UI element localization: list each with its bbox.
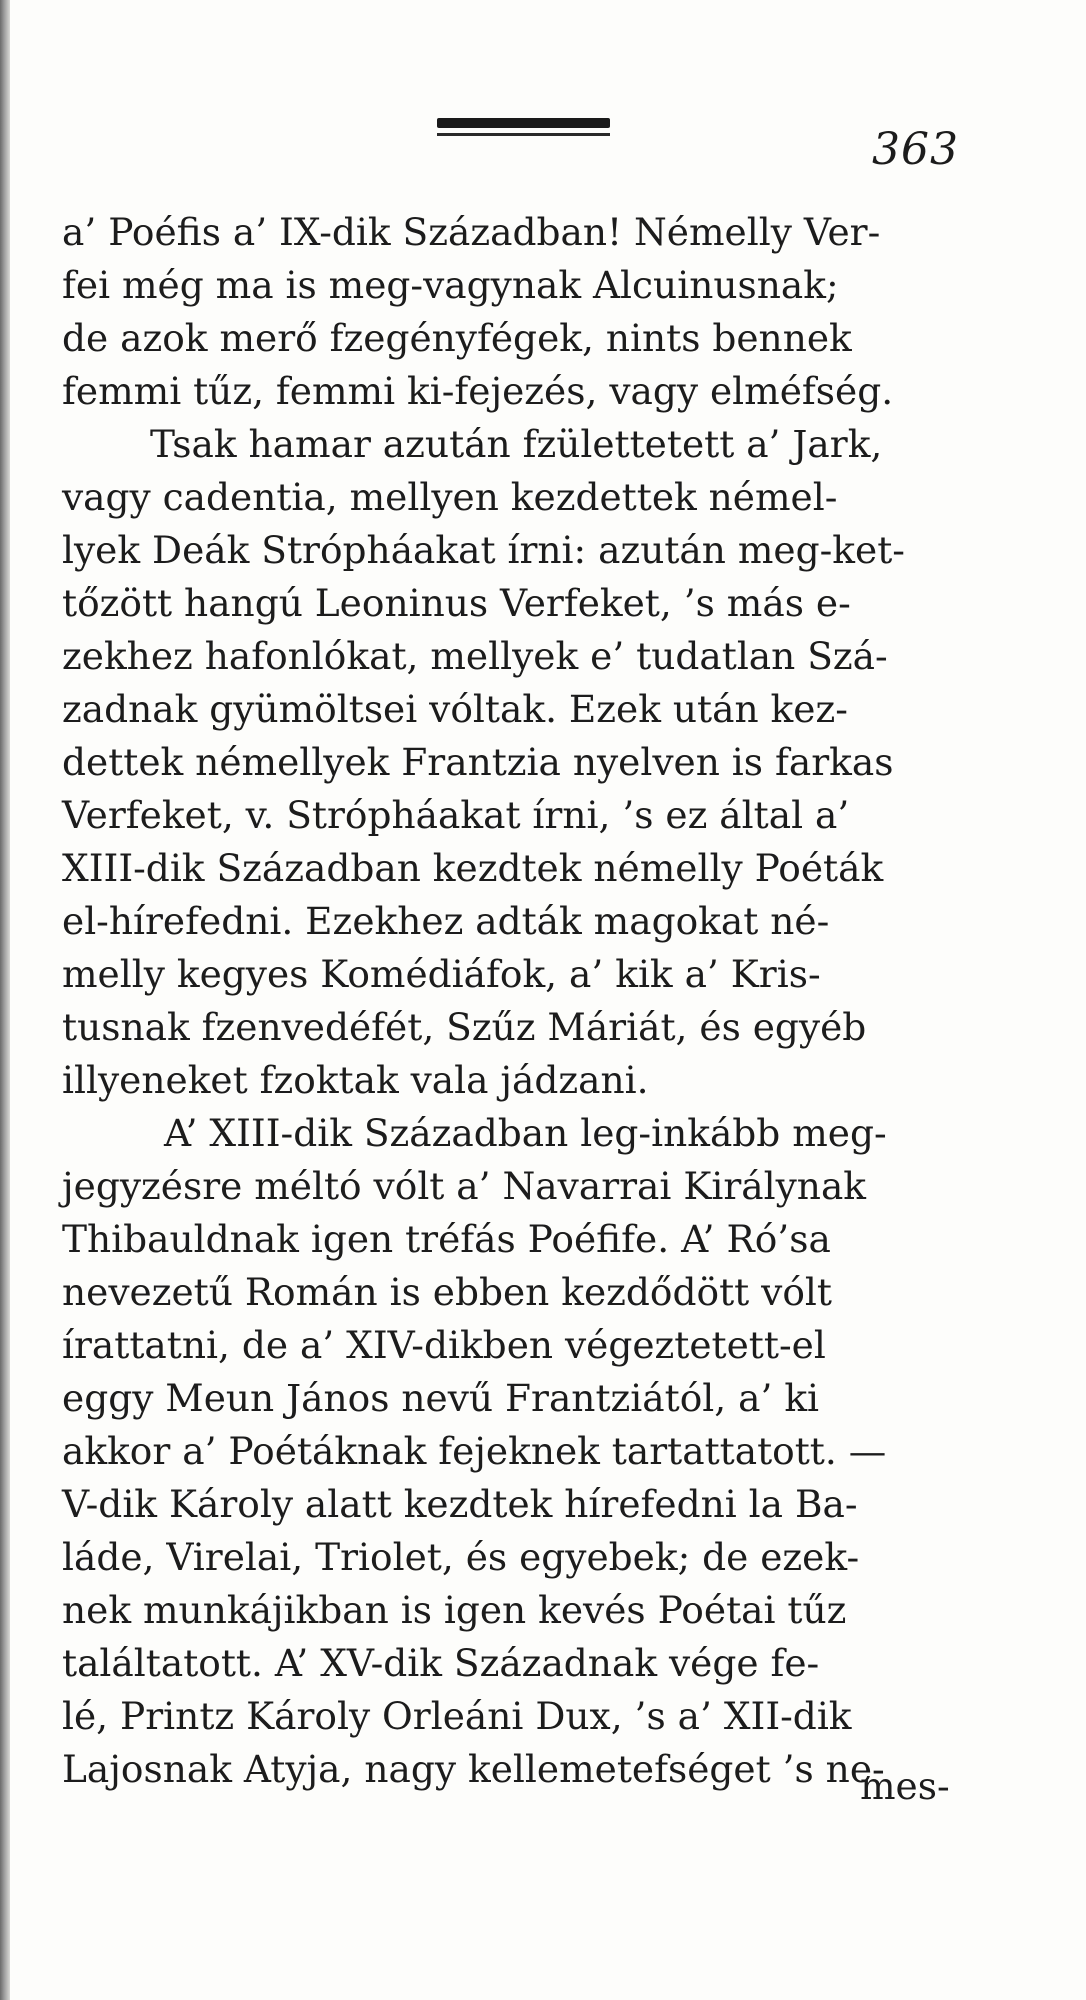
text-line: dettek némellyek Frantzia nyelven is farkas: [62, 740, 894, 784]
text-line: de azok merő fzegényfégek, nints bennek: [62, 316, 852, 360]
text-line: találtatott. A’ XV-dik Századnak vége fe-: [62, 1641, 820, 1685]
text-line: fei még ma is meg-vagynak Alcuinusnak;: [62, 263, 839, 307]
text-line: XIII-dik Században kezdtek némelly Poéták: [62, 846, 884, 890]
text-line: A’ XIII-dik Században leg-inkább meg-: [164, 1111, 887, 1155]
text-line: jegyzésre méltó vólt a’ Navarrai Királynak: [62, 1164, 867, 1208]
text-line: zekhez hafonlókat, mellyek e’ tudatlan Szá-: [62, 634, 888, 678]
text-line: a’ Poéfis a’ IX-dik Században! Némelly Ver-: [62, 210, 881, 254]
text-line: Lajosnak Atyja, nagy kellemetefséget ’s ne-: [62, 1747, 885, 1791]
header-rule: [437, 118, 610, 128]
text-line: vagy cadentia, mellyen kezdettek némel-: [62, 475, 838, 519]
text-line: írattatni, de a’ XIV-dikben végeztetett-el: [62, 1323, 826, 1367]
header-rule-thin: [437, 133, 610, 136]
text-line: el-hírefedni. Ezekhez adták magokat né-: [62, 899, 830, 943]
text-line: melly kegyes Komédiáfok, a’ kik a’ Kris-: [62, 952, 821, 996]
text-line: Thibauldnak igen tréfás Poéfife. A’ Ró’sa: [62, 1217, 831, 1261]
text-line: eggy Meun János nevű Frantziától, a’ ki: [62, 1376, 820, 1420]
catchword: mes-: [860, 1764, 950, 1808]
text-line: lyek Deák Strópháakat írni: azután meg-ket-: [62, 528, 905, 572]
text-line: nevezetű Román is ebben kezdődött vólt: [62, 1270, 832, 1314]
text-line: Tsak hamar azután fzülettetett a’ Jark,: [150, 422, 883, 466]
page-binding-edge: [0, 0, 10, 2000]
page-number: 363: [872, 124, 959, 175]
text-line: tusnak fzenvedéfét, Szűz Máriát, és egyéb: [62, 1005, 867, 1049]
text-line: láde, Virelai, Triolet, és egyebek; de ezek-: [62, 1535, 860, 1579]
text-line: zadnak gyümöltsei vóltak. Ezek után kez-: [62, 687, 848, 731]
text-line: tőzött hangú Leoninus Verfeket, ’s más e-: [62, 581, 851, 625]
text-line: illyeneket fzoktak vala jádzani.: [62, 1058, 649, 1102]
text-line: akkor a’ Poétáknak fejeknek tartattatott. —: [62, 1429, 887, 1473]
text-line: Verfeket, v. Strópháakat írni, ’s ez által a’: [62, 793, 850, 837]
text-line: lé, Printz Károly Orleáni Dux, ’s a’ XII-dik: [62, 1694, 852, 1738]
text-line: nek munkájikban is igen kevés Poétai tűz: [62, 1588, 847, 1632]
text-line: V-dik Károly alatt kezdtek hírefedni la Ba-: [62, 1482, 858, 1526]
body-text: [62, 206, 1024, 1796]
text-line: femmi tűz, femmi ki-fejezés, vagy elméfség.: [62, 369, 894, 413]
